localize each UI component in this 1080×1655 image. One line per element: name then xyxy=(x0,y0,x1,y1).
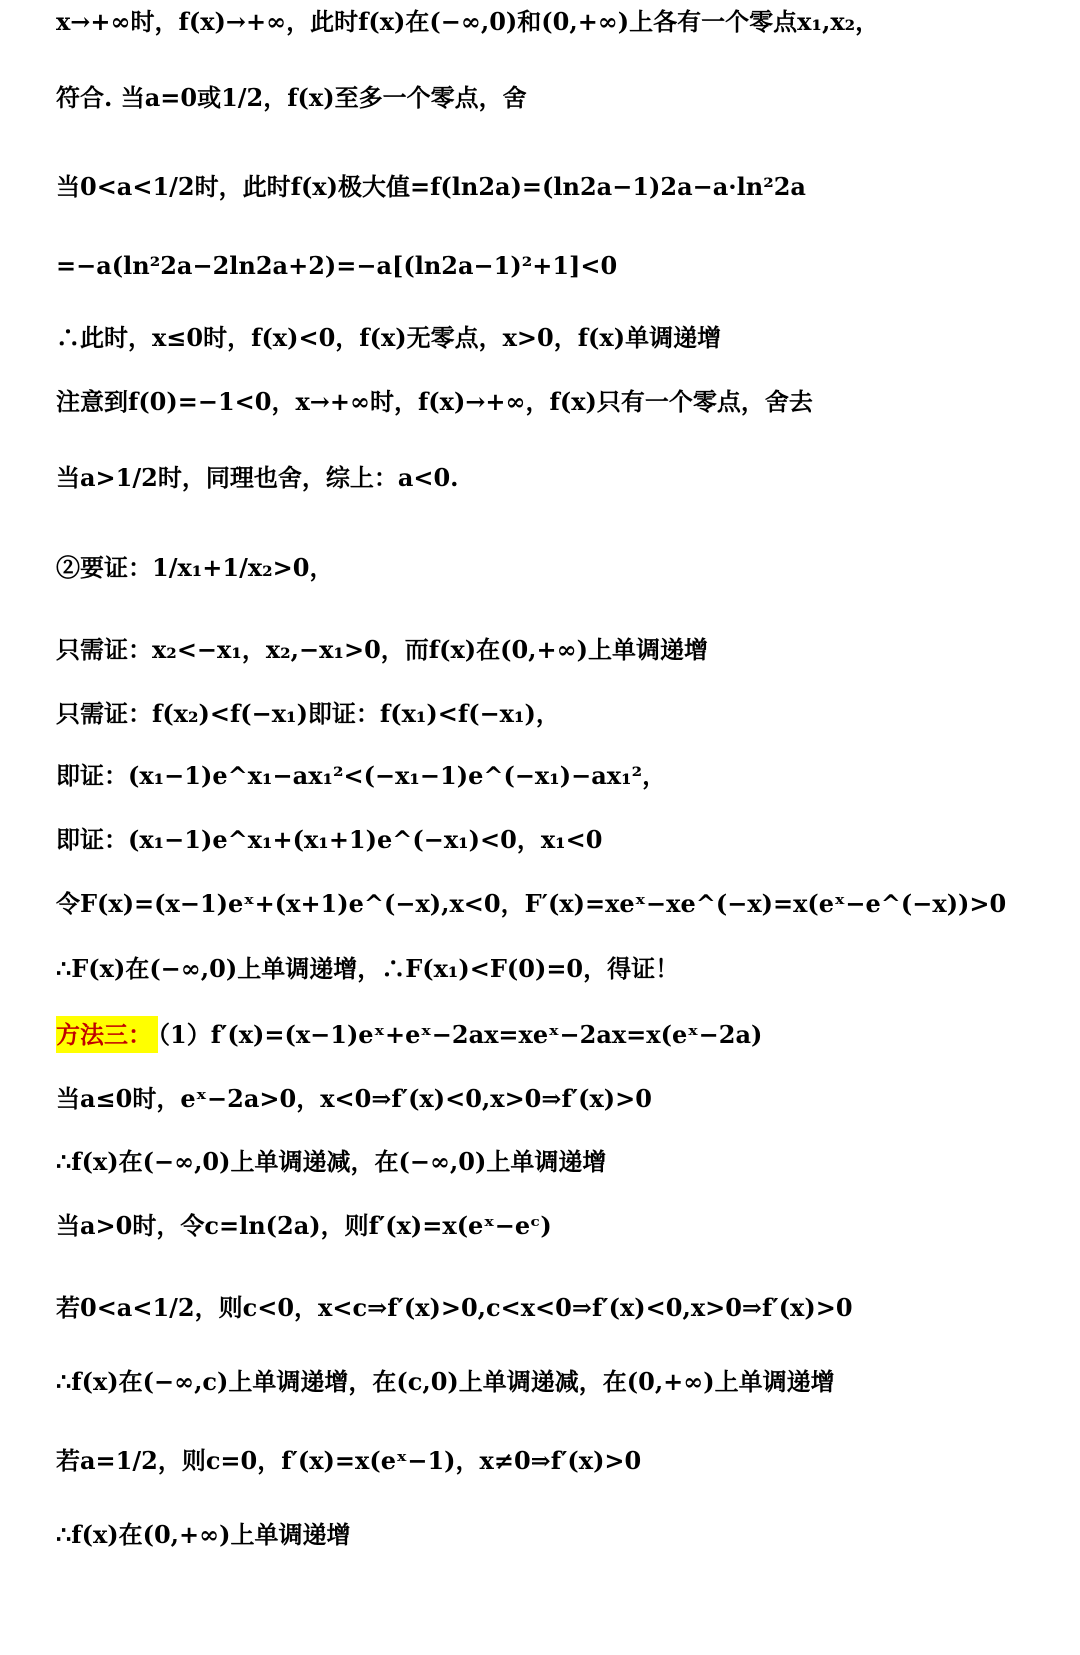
math-line-10: 只需证：f(x₂)<f(−x₁)即证：f(x₁)<f(−x₁)， xyxy=(56,699,560,728)
method-three-line xyxy=(56,1015,1068,1055)
math-line-5: ∴此时，x≤0时，f(x)<0，f(x)无零点，x>0，f(x)单调递增 xyxy=(56,323,722,352)
math-line-13: 令F(x)=(x−1)eˣ+(x+1)e^(−x),x<0，F′(x)=xeˣ−xe^(−x)=x(eˣ−e^(−x))>0 xyxy=(56,889,1007,918)
math-line-2: 符合. 当a=0或1/2，f(x)至多一个零点，舍 xyxy=(56,83,527,112)
math-line-6: 注意到f(0)=−1<0，x→+∞时，f(x)→+∞，f(x)只有一个零点，舍去 xyxy=(56,387,813,416)
math-line-8: ②要证：1/x₁+1/x₂>0， xyxy=(56,553,334,582)
math-line-17: ∴f(x)在(−∞,0)上单调递减，在(−∞,0)上单调递增 xyxy=(56,1147,607,1176)
math-line-1: x→+∞时，f(x)→+∞，此时f(x)在(−∞,0)和(0,+∞)上各有一个零点x₁,x₂， xyxy=(56,7,880,36)
math-line-15: （1）f′(x)=(x−1)eˣ+eˣ−2ax=xeˣ−2ax=x(eˣ−2a) xyxy=(158,1020,763,1049)
math-line-9: 只需证：x₂<−x₁，x₂,−x₁>0，而f(x)在(0,+∞)上单调递增 xyxy=(56,635,708,664)
math-line-11: 即证：(x₁−1)e^x₁−ax₁²<(−x₁−1)e^(−x₁)−ax₁²， xyxy=(56,761,667,790)
math-line-16: 当a≤0时，eˣ−2a>0，x<0⇒f′(x)<0,x>0⇒f′(x)>0 xyxy=(56,1084,652,1113)
math-line-12: 即证：(x₁−1)e^x₁+(x₁+1)e^(−x₁)<0，x₁<0 xyxy=(56,825,603,854)
method-three-label: 方法三： xyxy=(56,1016,158,1053)
math-line-18: 当a>0时，令c=ln(2a)，则f′(x)=x(eˣ−eᶜ) xyxy=(56,1211,552,1240)
math-line-14: ∴F(x)在(−∞,0)上单调递增，∴F(x₁)<F(0)=0，得证！ xyxy=(56,954,680,983)
math-line-3: 当0<a<1/2时，此时f(x)极大值=f(ln2a)=(ln2a−1)2a−a·ln²2a xyxy=(56,172,806,201)
math-line-21: 若a=1/2，则c=0，f′(x)=x(eˣ−1)，x≠0⇒f′(x)>0 xyxy=(56,1446,642,1475)
math-line-7: 当a>1/2时，同理也舍，综上：a<0. xyxy=(56,463,459,492)
math-line-20: ∴f(x)在(−∞,c)上单调递增，在(c,0)上单调递减，在(0,+∞)上单调递增 xyxy=(56,1367,835,1396)
math-line-22: ∴f(x)在(0,+∞)上单调递增 xyxy=(56,1520,351,1549)
math-line-19: 若0<a<1/2，则c<0，x<c⇒f′(x)>0,c<x<0⇒f′(x)<0,x>0⇒f′(x)>0 xyxy=(56,1293,853,1322)
math-line-4: =−a(ln²2a−2ln2a+2)=−a[(ln2a−1)²+1]<0 xyxy=(56,251,618,280)
